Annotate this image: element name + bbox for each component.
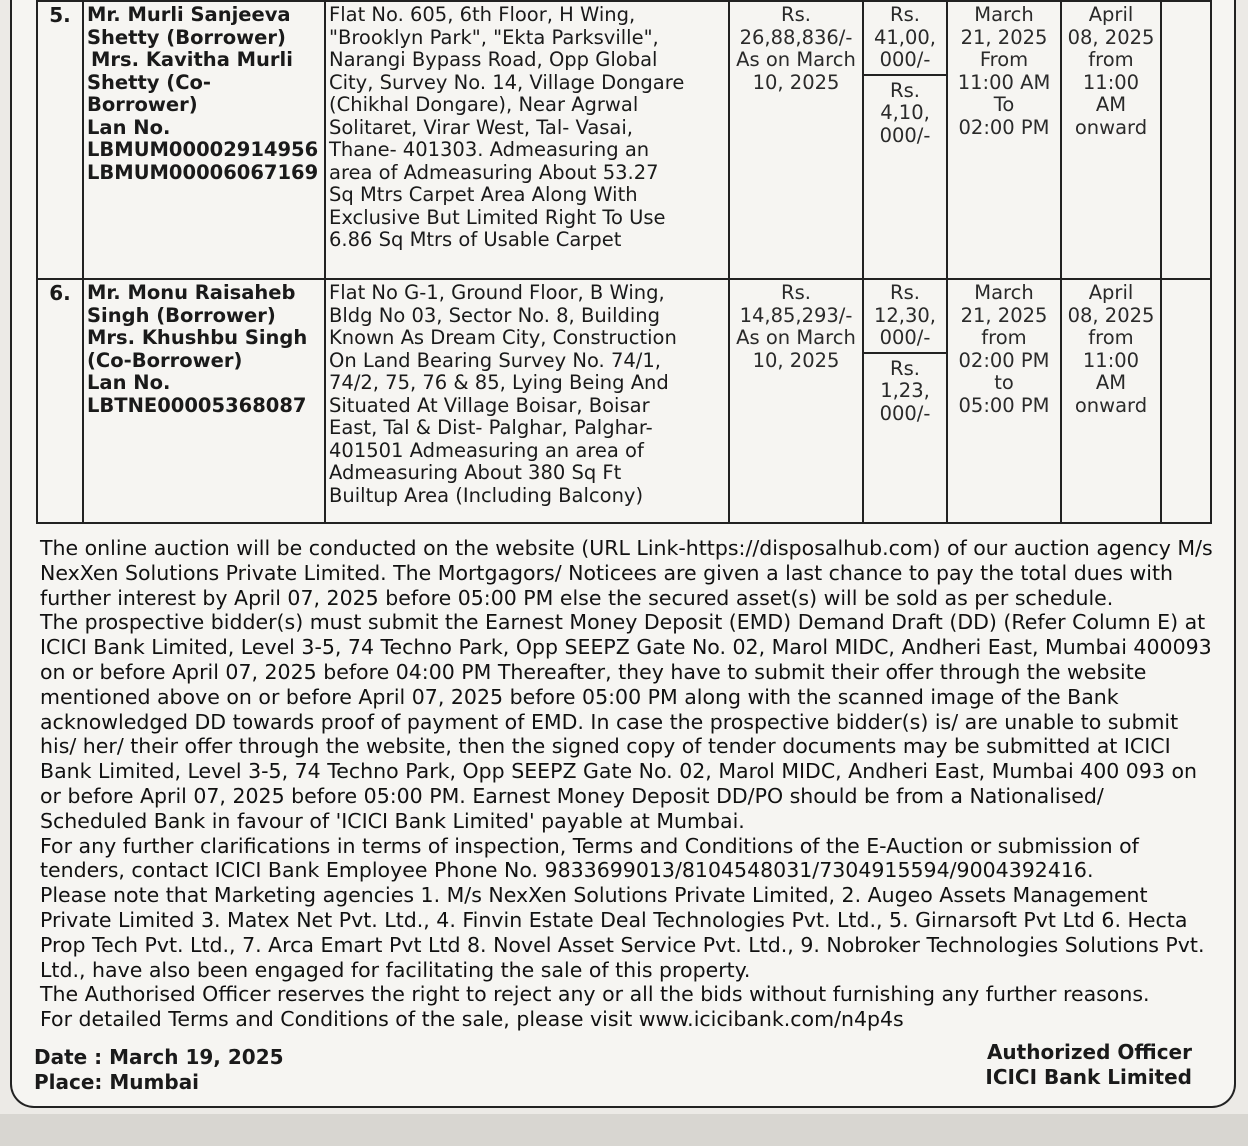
property-line: 74/2, 75, 76 & 85, Lying Being And (329, 371, 669, 394)
reserve-line: Rs. (890, 3, 920, 26)
property-cell (325, 279, 729, 523)
inspection-line: March (974, 3, 1034, 26)
inspection-line: From (979, 48, 1029, 71)
property-line: On Land Bearing Survey No. 74/1, (329, 348, 661, 372)
reserve-line: 000/- (879, 326, 931, 349)
emd-line: Rs. (890, 356, 920, 380)
serial-number: 6. (37, 279, 83, 523)
borrower-line: LBMUM00006067169 (87, 160, 319, 184)
inspection-line: to (994, 371, 1014, 394)
borrower-line: Shetty (Borrower) (87, 25, 286, 49)
dues-line: As on March (736, 48, 856, 71)
reserve-line: 000/- (879, 48, 931, 71)
notice-place: Place: Mumbai (34, 1070, 200, 1094)
auction-website-paragraph: The online auction will be conducted on the website (URL Link-https://disposalhub.com) of our auction agency M/s NexXen Solutions Private Limited. The Mortgagors/ Noticees are given a last chance to pay the total dues with further interest by April 07, 2025 before 05:00 PM else the secured asset(s) will be sold as per schedule. (40, 536, 1213, 610)
borrower-line: Shetty (Co-Borrower) (87, 70, 212, 116)
auction-date-cell (1061, 279, 1161, 523)
reserve-emd-cell (863, 1, 947, 279)
serial-number: 5. (37, 1, 83, 279)
auction-line: 08, 2025 (1067, 303, 1155, 327)
auction-line: 11:00 AM (1082, 348, 1140, 394)
property-table (36, 0, 1212, 524)
dues-line: 26,88,836/- (739, 25, 853, 49)
outstanding-dues-cell (729, 279, 863, 523)
property-line: Sq Mtrs Carpet Area Along With (329, 183, 638, 206)
property-line: Situated At Village Boisar, Boisar (329, 393, 650, 417)
notice-body (40, 536, 1216, 1032)
property-line: Builtup Area (Including Balcony) (329, 483, 644, 507)
inspection-line: March (974, 281, 1034, 304)
property-line: Solitaret, Virar West, Tal- Vasai, (329, 115, 634, 139)
signatory-block (985, 1040, 1192, 1090)
borrower-line: LBTNE00005368087 (87, 393, 307, 417)
inspection-line: 05:00 PM (958, 393, 1050, 417)
dues-line: 14,85,293/- (739, 303, 853, 327)
reserve-line: Rs. (890, 281, 920, 304)
dues-line: 10, 2025 (752, 70, 840, 94)
property-line: 401501 Admeasuring an area of (329, 438, 644, 462)
inspection-line: 02:00 PM (958, 348, 1050, 372)
inspection-line: from (981, 326, 1027, 349)
auction-line: 11:00 AM (1082, 70, 1140, 116)
property-line: City, Survey No. 14, Village Dongare (329, 70, 685, 94)
property-line: East, Tal & Dist- Palghar, Palghar- (329, 416, 653, 439)
property-line: Thane- 401303. Admeasuring an (329, 138, 650, 161)
inspection-cell (947, 279, 1061, 523)
borrower-line: Mrs. Khushbu Singh (87, 326, 308, 349)
inspection-line: 02:00 PM (958, 115, 1050, 139)
property-line: Flat No. 605, 6th Floor, H Wing, (329, 3, 636, 26)
borrower-line: Singh (Borrower) (87, 303, 276, 327)
borrower-cell (83, 279, 325, 523)
dues-line: Rs. (781, 3, 811, 26)
auction-date-cell (1061, 1, 1161, 279)
notice-date: Date : March 19, 2025 (34, 1045, 284, 1069)
signatory-title: Authorized Officer (986, 1040, 1192, 1064)
property-line: Narangi Bypass Road, Opp Global (329, 48, 658, 71)
inspection-line: To (993, 93, 1015, 116)
auction-line: April (1088, 281, 1134, 304)
borrower-line: Mr. Monu Raisaheb (87, 281, 296, 304)
terms-link-paragraph: For detailed Terms and Conditions of the sale, please visit www.icicibank.com/n4p4s (40, 1007, 904, 1032)
reserve-emd-cell (863, 279, 947, 523)
table-row (37, 1, 1211, 279)
reserve-price (864, 282, 946, 354)
borrower-line: Lan No. (87, 115, 171, 139)
borrower-line: Mrs. Kavitha Murli (91, 48, 293, 71)
reserve-price (864, 4, 946, 76)
property-line: 6.86 Sq Mtrs of Usable Carpet (329, 228, 622, 251)
property-line: Known As Dream City, Construction (329, 326, 677, 349)
dues-line: As on March (736, 326, 856, 349)
borrower-line: Lan No. (87, 371, 171, 394)
borrower-cell (83, 1, 325, 279)
emd-line: 4,10, (880, 101, 930, 124)
auction-line: onward (1074, 115, 1148, 139)
dues-line: 10, 2025 (752, 348, 840, 372)
inspection-line: 21, 2025 (960, 25, 1048, 49)
reserve-line: 12,30, (873, 303, 937, 327)
contact-paragraph: For any further clarifications in terms of inspection, Terms and Conditions of the E-Auction or submission of tenders, contact ICICI Bank Employee Phone No. 9833699013/8104548031/7304915594/9004392416. (40, 833, 1139, 883)
emd-amount (867, 76, 943, 148)
date-place-block (34, 1045, 284, 1095)
auction-line: April (1088, 3, 1134, 26)
inspection-line: 21, 2025 (960, 303, 1048, 327)
auction-line: onward (1074, 393, 1148, 417)
page-edge (0, 1114, 1248, 1146)
property-line: Admeasuring About 380 Sq Ft (329, 461, 622, 484)
emd-submission-paragraph: The prospective bidder(s) must submit the Earnest Money Deposit (EMD) Demand Draft (DD) (Refer Column E) at ICICI Bank Limited, Level 3-5, 74 Techno Park, Opp SEEPZ Gate No. 02, Marol MIDC, Andheri East, Mumbai 400093 on or before April 07, 2025 before 04:00 PM Thereafter, they have to submit their offer through the website mentioned above on or before April 07, 2025 before 05:00 PM along with the scanned image of the Bank acknowledged DD towards proof of payment of EMD. In case the prospective bidder(s) is/ are unable to submit his/ her/ their offer through the website, then the signed copy of tender documents may be submitted at ICICI Bank Limited, Level 3-5, 74 Techno Park, Opp SEEPZ Gate No. 02, Marol MIDC, Andheri East, Mumbai 400 093 on or before April 07, 2025 before 05:00 PM. Earnest Money Deposit DD/PO should be from a Nationalised/ Scheduled Bank in favour of 'ICICI Bank Limited' payable at Mumbai. (40, 610, 1212, 833)
inspection-line: 11:00 AM (957, 70, 1051, 94)
inspection-cell (947, 1, 1061, 279)
rights-reserved-paragraph: The Authorised Officer reserves the right to reject any or all the bids without furnishing any further reasons. (40, 982, 1150, 1007)
borrower-line: Mr. Murli Sanjeeva (87, 3, 291, 26)
property-line: Flat No G-1, Ground Floor, B Wing, (329, 281, 665, 304)
property-line: Bldg No 03, Sector No. 8, Building (329, 303, 661, 327)
table-row (37, 279, 1211, 523)
blank-cell (1161, 1, 1211, 279)
borrower-line: LBMUM00002914956 (87, 138, 319, 161)
emd-line: 1,23, (880, 379, 930, 402)
property-line: (Chikhal Dongare), Near Agrwal (329, 93, 639, 116)
auction-line: 08, 2025 (1067, 25, 1155, 49)
emd-line: Rs. (890, 78, 920, 102)
auction-line: from (1088, 48, 1134, 71)
marketing-agencies-paragraph: Please note that Marketing agencies 1. M/s NexXen Solutions Private Limited, 2. Augeo Assets Management Private Limited 3. Matex Net Pvt. Ltd., 4. Finvin Estate Deal Technologies Pvt. Ltd., 5. Girnarsoft Pvt Ltd 6. Hecta Prop Tech Pvt. Ltd., 7. Arca Emart Pvt Ltd 8. Novel Asset Service Pvt. Ltd., 9. Nobroker Technologies Solutions Pvt. Ltd., have also been engaged for facilitating the sale of this property. (40, 883, 1205, 982)
emd-amount (867, 354, 943, 426)
outstanding-dues-cell (729, 1, 863, 279)
reserve-line: 41,00, (873, 25, 937, 49)
emd-line: 000/- (879, 123, 931, 147)
notice-sheet (10, 0, 1236, 1108)
property-line: Exclusive But Limited Right To Use (329, 205, 666, 229)
property-line: "Brooklyn Park", "Ekta Parksville", (329, 25, 659, 49)
borrower-line: (Co-Borrower) (87, 348, 243, 372)
emd-line: 000/- (879, 401, 931, 425)
property-line: area of Admeasuring About 53.27 (329, 160, 659, 184)
property-cell (325, 1, 729, 279)
blank-cell (1161, 279, 1211, 523)
auction-line: from (1088, 326, 1134, 349)
dues-line: Rs. (781, 281, 811, 304)
signatory-bank: ICICI Bank Limited (985, 1065, 1192, 1089)
